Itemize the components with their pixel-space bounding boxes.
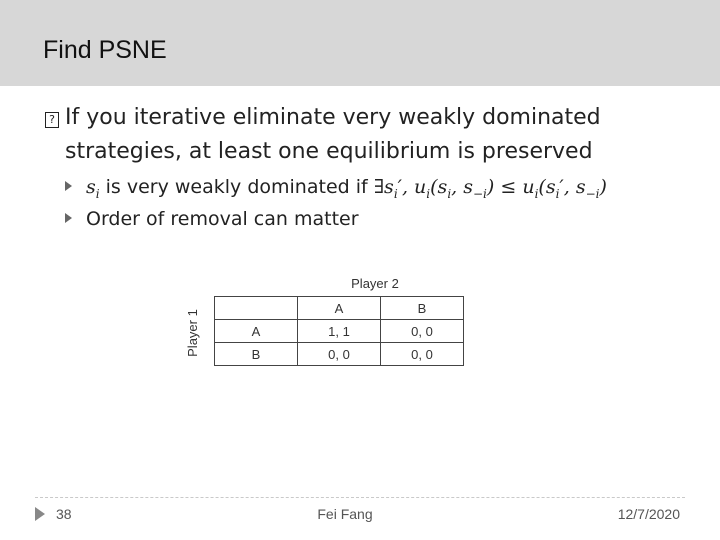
- col-header-b: B: [381, 297, 464, 320]
- footer-divider: [35, 497, 685, 498]
- payoff-cell: 1, 1: [298, 320, 381, 343]
- sub-bullet-1-math: $\exists s_i'$, $u_i(s_i$, $s_{-i}) \le u_i(s_i'$, $s_{-i}$): [373, 176, 607, 201]
- payoff-cell: 0, 0: [381, 320, 464, 343]
- player1-label-box: [180, 300, 210, 370]
- page-number: 38: [56, 506, 72, 522]
- table-corner-cell: [215, 297, 298, 320]
- sub-bullet-dominated: [65, 176, 607, 201]
- table-row: [215, 320, 464, 343]
- arrow-bullet-icon: [65, 181, 72, 191]
- col-header-a: A: [298, 297, 381, 320]
- table-header-row: [215, 297, 464, 320]
- sub-bullet-2-text: Order of removal can matter: [86, 208, 359, 230]
- footer-arrow-icon: [35, 507, 45, 521]
- arrow-bullet-icon: [65, 213, 72, 223]
- table-row: [215, 343, 464, 366]
- payoff-matrix: [214, 296, 464, 366]
- main-bullet-text: If you iterative eliminate very weakly dominated strategies, at least one equilibrium is preserved: [65, 105, 601, 164]
- slide-title: Find PSNE: [43, 36, 167, 64]
- payoff-cell: 0, 0: [298, 343, 381, 366]
- footer-author: Fei Fang: [317, 506, 373, 522]
- sub-bullet-1-text: is very weakly dominated if: [99, 176, 374, 198]
- row-header-a: A: [215, 320, 298, 343]
- sub-bullet-order: [65, 208, 359, 230]
- footer-date: 12/7/2020: [617, 506, 680, 522]
- payoff-cell: 0, 0: [381, 343, 464, 366]
- sub-bullet-1-s: $s_i$: [86, 176, 100, 201]
- row-header-b: B: [215, 343, 298, 366]
- player2-label: Player 2: [351, 276, 399, 291]
- player1-label: Player 1: [185, 309, 200, 357]
- bullet-square-icon: ?: [45, 112, 59, 128]
